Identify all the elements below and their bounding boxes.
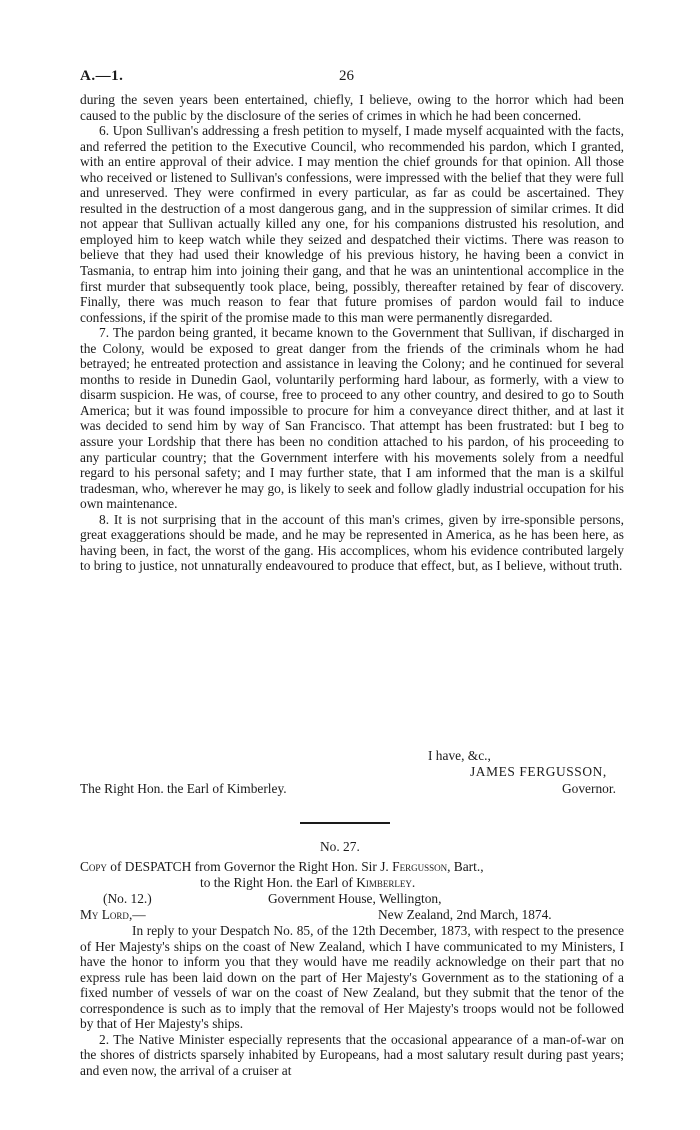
paragraph-7: 7. The pardon being granted, it became known to the Government that Sullivan, if discharged in the Colony, would be exposed to great danger from the friends of the criminals whom he had betrayed; he entreated protection and assistance in leaving the Colony; and he continued for several months to reside in Dunedin Gaol, voluntarily performing hard labour, as formerly, with a view to disarm suspicion. He was, of course, free to proceed to any other country, and desired to go to South America; but it was found impossible to procure for him a conveyance direct thither, and at last it was decided to send him by way of San Francisco. That attempt has been frustrated: but I beg to assure your Lordship that there has been no condition attached to his pardon, of his proceeding to any particular country; that the Government interfere with his movements solely from a needful regard to his personal safety; and I may further state, that I am informed that the man is a skilful tradesman, who, wherever he may go, is likely to seek and follow gladly industrial occupation for his own maintenance.	[80, 325, 624, 512]
heading-copy-word: Copy	[80, 859, 107, 874]
despatch-body	[80, 923, 624, 1078]
continuation-paragraph: during the seven years been entertained, chiefly, I believe, owing to the horror which had been caused to the public by the disclosure of the series of crimes in which he had been concerned.	[80, 92, 624, 123]
heading-surname-kimberley: Kimberley	[356, 875, 412, 890]
heading-text-1: of DESPATCH from Governor the Right Hon. Sir J.	[110, 859, 389, 874]
despatch-number: No. 27.	[320, 839, 360, 854]
despatch-paragraph-1: In reply to your Despatch No. 85, of the 12th December, 1873, with respect to the presence of Her Majesty's ships on the coast of New Zealand, which I have communicated to my Ministers, I have the honor to inform you that they would have me readily acknowledge on their part that no express rule has been laid down on the part of Her Majesty's Government as to the stationing of a fixed number of vessels of war on the coast of New Zealand, but they submit that the tenor of the correspondence is such as to imply that the removal of Her Majesty's troops would not be followed by that of Her Majesty's ships.	[80, 923, 624, 1032]
salutation-dash: ,—	[128, 907, 146, 922]
signatory-title: Governor.	[562, 781, 616, 796]
salutation-words: My Lord	[80, 907, 129, 922]
despatch-reference-number: (No. 12.)	[103, 891, 152, 906]
heading-text-2: to the Right Hon. the Earl of	[200, 875, 353, 890]
heading-text-2-end: .	[411, 875, 416, 890]
upper-despatch-body	[80, 92, 624, 574]
signatory-name: JAMES FERGUSSON,	[470, 764, 607, 779]
despatch-date: New Zealand, 2nd March, 1874.	[378, 907, 552, 922]
heading-text-1-end: , Bart.,	[447, 859, 484, 874]
closing-formula: I have, &c.,	[428, 748, 491, 763]
despatch-heading-line-2	[200, 875, 415, 891]
document-reference: A.—1.	[80, 68, 124, 84]
section-divider	[300, 822, 390, 824]
paragraph-6: 6. Upon Sullivan's addressing a fresh petition to myself, I made myself acquainted with the facts, and referred the petition to the Executive Council, who recommended his pardon, which I granted, with an entire approval of their advice. I may mention the chief grounds for that opinion. All those who received or listened to Sullivan's confessions, were impressed with the belief that they were full and unreserved. They were confirmed in every particular, as far as could be ascertained. They resulted in the destruction of a most dangerous gang, and in the suppression of similar crimes. It did not appear that Sullivan actually killed any one, for his companions distrusted his resolution, and employed him to keep watch while they seized and despatched their victims. There was reason to believe that they had used their knowledge of his previous history, he having been a convict in Tasmania, to entrap him into joining their gang, and that he was an unintentional accomplice in the first murder that subsequently took place, being, possibly, thereafter retained by fear of discovery. Finally, there was much reason to fear that future promises of pardon would fail to induce confessions, if the spirit of the promise made to this man were permanently disregarded.	[80, 123, 624, 325]
despatch-location: Government House, Wellington,	[268, 891, 442, 906]
salutation	[80, 907, 146, 923]
addressee: The Right Hon. the Earl of Kimberley.	[80, 781, 287, 796]
page-number: 26	[339, 68, 354, 84]
paragraph-8: 8. It is not surprising that in the account of this man's crimes, given by irre-sponsible persons, great exaggerations should be made, and he may be represented in America, as he has been here, as having been, in fact, the worst of the gang. His accomplices, whom his evidence contributed largely to bring to justice, not unnaturally endeavoured to produce that effect, but, as I believe, without truth.	[80, 511, 624, 574]
despatch-heading-line-1	[80, 859, 484, 875]
despatch-paragraph-2: 2. The Native Minister especially represents that the occasional appearance of a man-of-war on the shores of districts sparsely inhabited by Europeans, had a most salutary result during past years; and even now, the arrival of a cruiser at	[80, 1031, 624, 1078]
heading-surname-fergusson: Fergusson	[392, 859, 448, 874]
